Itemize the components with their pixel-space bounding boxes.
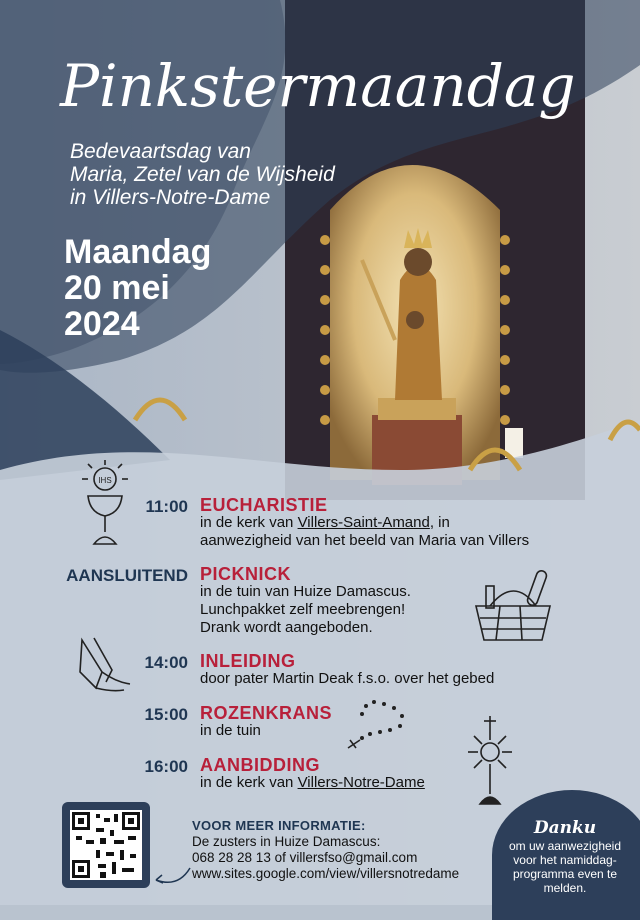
description-text: , in	[429, 514, 450, 531]
monstrance-icon	[462, 716, 518, 808]
program-time: 15:00	[144, 705, 188, 724]
description-text: in de kerk van	[200, 514, 298, 531]
program-description: Lunchpakket zelf meebrengen!	[200, 601, 406, 618]
program-time: 16:00	[144, 757, 188, 776]
danku-title: Danku	[533, 818, 597, 838]
subtitle-line: Maria, Zetel van de Wijsheid	[70, 163, 335, 186]
page-title: Pinkstermaandag	[60, 52, 576, 120]
location-link[interactable]: Villers-Saint-Amand	[297, 514, 430, 531]
program-title: AANBIDDING	[200, 755, 320, 775]
info-contact: De zusters in Huize Damascus:	[192, 834, 381, 849]
subtitle-line: in Villers-Notre-Dame	[70, 186, 271, 209]
program-description: Drank wordt aangeboden.	[200, 619, 373, 636]
program-description	[200, 514, 450, 532]
danku-text	[496, 839, 634, 895]
program-title: ROZENKRANS	[200, 703, 333, 723]
date-line: 20 mei	[64, 269, 170, 307]
program-description: door pater Martin Deak f.s.o. over het gebed	[200, 670, 495, 687]
chalice-label: IHS	[98, 476, 112, 485]
program-description: in de tuin	[200, 722, 261, 739]
danku-line: voor het namiddag-	[513, 853, 617, 867]
program-description: aanwezigheid van het beeld van Maria van Villers	[200, 532, 530, 549]
program-title: PICKNICK	[200, 564, 292, 584]
danku-line: melden.	[543, 881, 587, 895]
program-description: in de tuin van Huize Damascus.	[200, 583, 411, 600]
qr-code[interactable]	[62, 802, 150, 888]
program-title: INLEIDING	[200, 651, 296, 671]
event-date	[64, 234, 211, 342]
picnic-basket-icon	[470, 566, 556, 644]
location-link[interactable]: Villers-Notre-Dame	[297, 774, 425, 791]
info-website[interactable]: www.sites.google.com/view/villersnotredame	[192, 866, 460, 881]
program-time: 11:00	[145, 497, 188, 516]
danku-line: om uw aanwezigheid	[508, 839, 622, 853]
arrow-icon	[150, 862, 194, 888]
date-line: 2024	[64, 305, 140, 343]
program-time: 14:00	[144, 653, 188, 672]
info-heading: VOOR MEER INFORMATIE:	[192, 818, 366, 833]
program-time: AANSLUITEND	[66, 566, 188, 585]
qr-pattern	[70, 810, 142, 880]
program-description	[200, 774, 425, 792]
description-text: in de kerk van	[200, 774, 298, 791]
danku-line: programma even te	[512, 867, 618, 881]
info-phone-email[interactable]: 068 28 28 13 of villersfso@gmail.com	[192, 850, 418, 865]
date-line: Maandag	[64, 233, 212, 271]
rosary-icon	[344, 696, 410, 754]
subtitle	[70, 140, 335, 209]
subtitle-line: Bedevaartsdag van	[70, 140, 251, 163]
program-title: EUCHARISTIE	[200, 495, 328, 515]
